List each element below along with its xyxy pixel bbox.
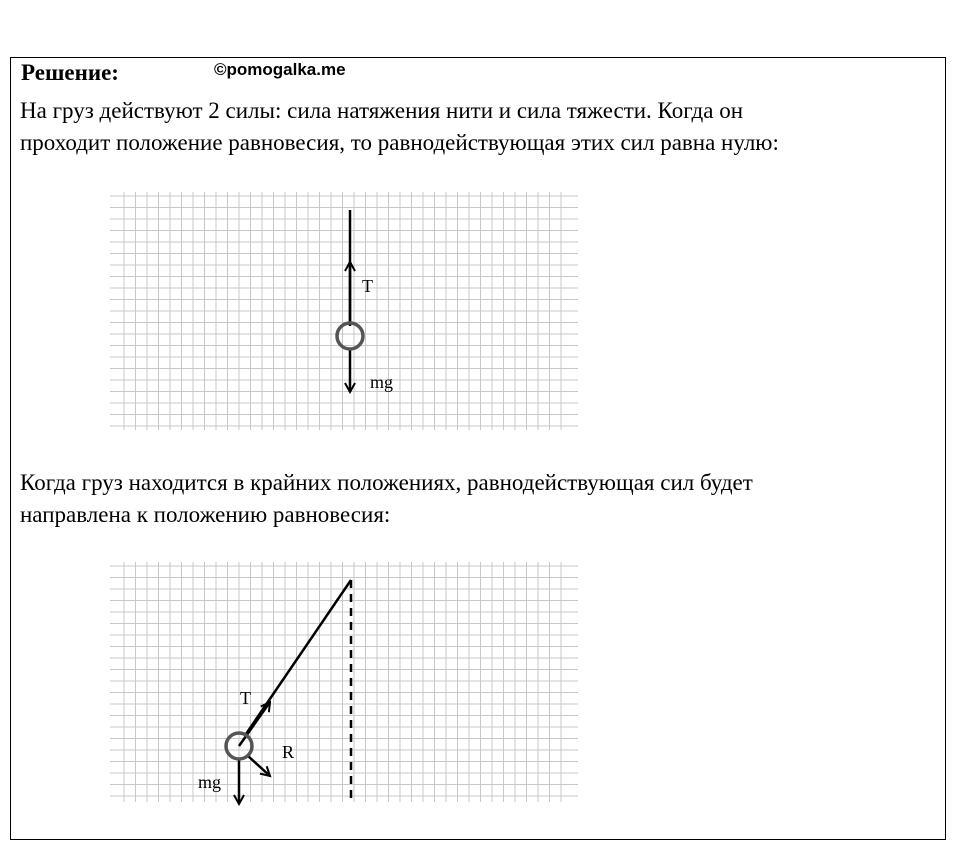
tension-label: T (362, 276, 373, 296)
paragraph-line: проходит положение равновесия, то равнодействующая этих сил равна нулю: (20, 130, 779, 155)
copyright-watermark: ©pomogalka.me (214, 60, 346, 79)
paragraph-extreme (20, 467, 753, 531)
solution-title: Решение: (21, 60, 119, 85)
paragraph-line: На груз действуют 2 силы: сила натяжения нити и сила тяжести. Когда он (20, 98, 744, 123)
gravity-label: mg (198, 772, 222, 792)
paragraph-line: Когда груз находится в крайних положениях, равнодействующая сил будет (20, 470, 753, 495)
gravity-label: mg (370, 372, 394, 392)
resultant-label: R (282, 742, 295, 762)
extreme-position-diagram (108, 556, 580, 808)
grid-background (110, 562, 578, 802)
grid-background (110, 192, 578, 430)
equilibrium-diagram (108, 186, 580, 436)
tension-vector (239, 702, 270, 746)
tension-label: T (240, 688, 251, 708)
paragraph-line: направлена к положению равновесия: (20, 502, 391, 527)
paragraph-forces (20, 95, 779, 159)
